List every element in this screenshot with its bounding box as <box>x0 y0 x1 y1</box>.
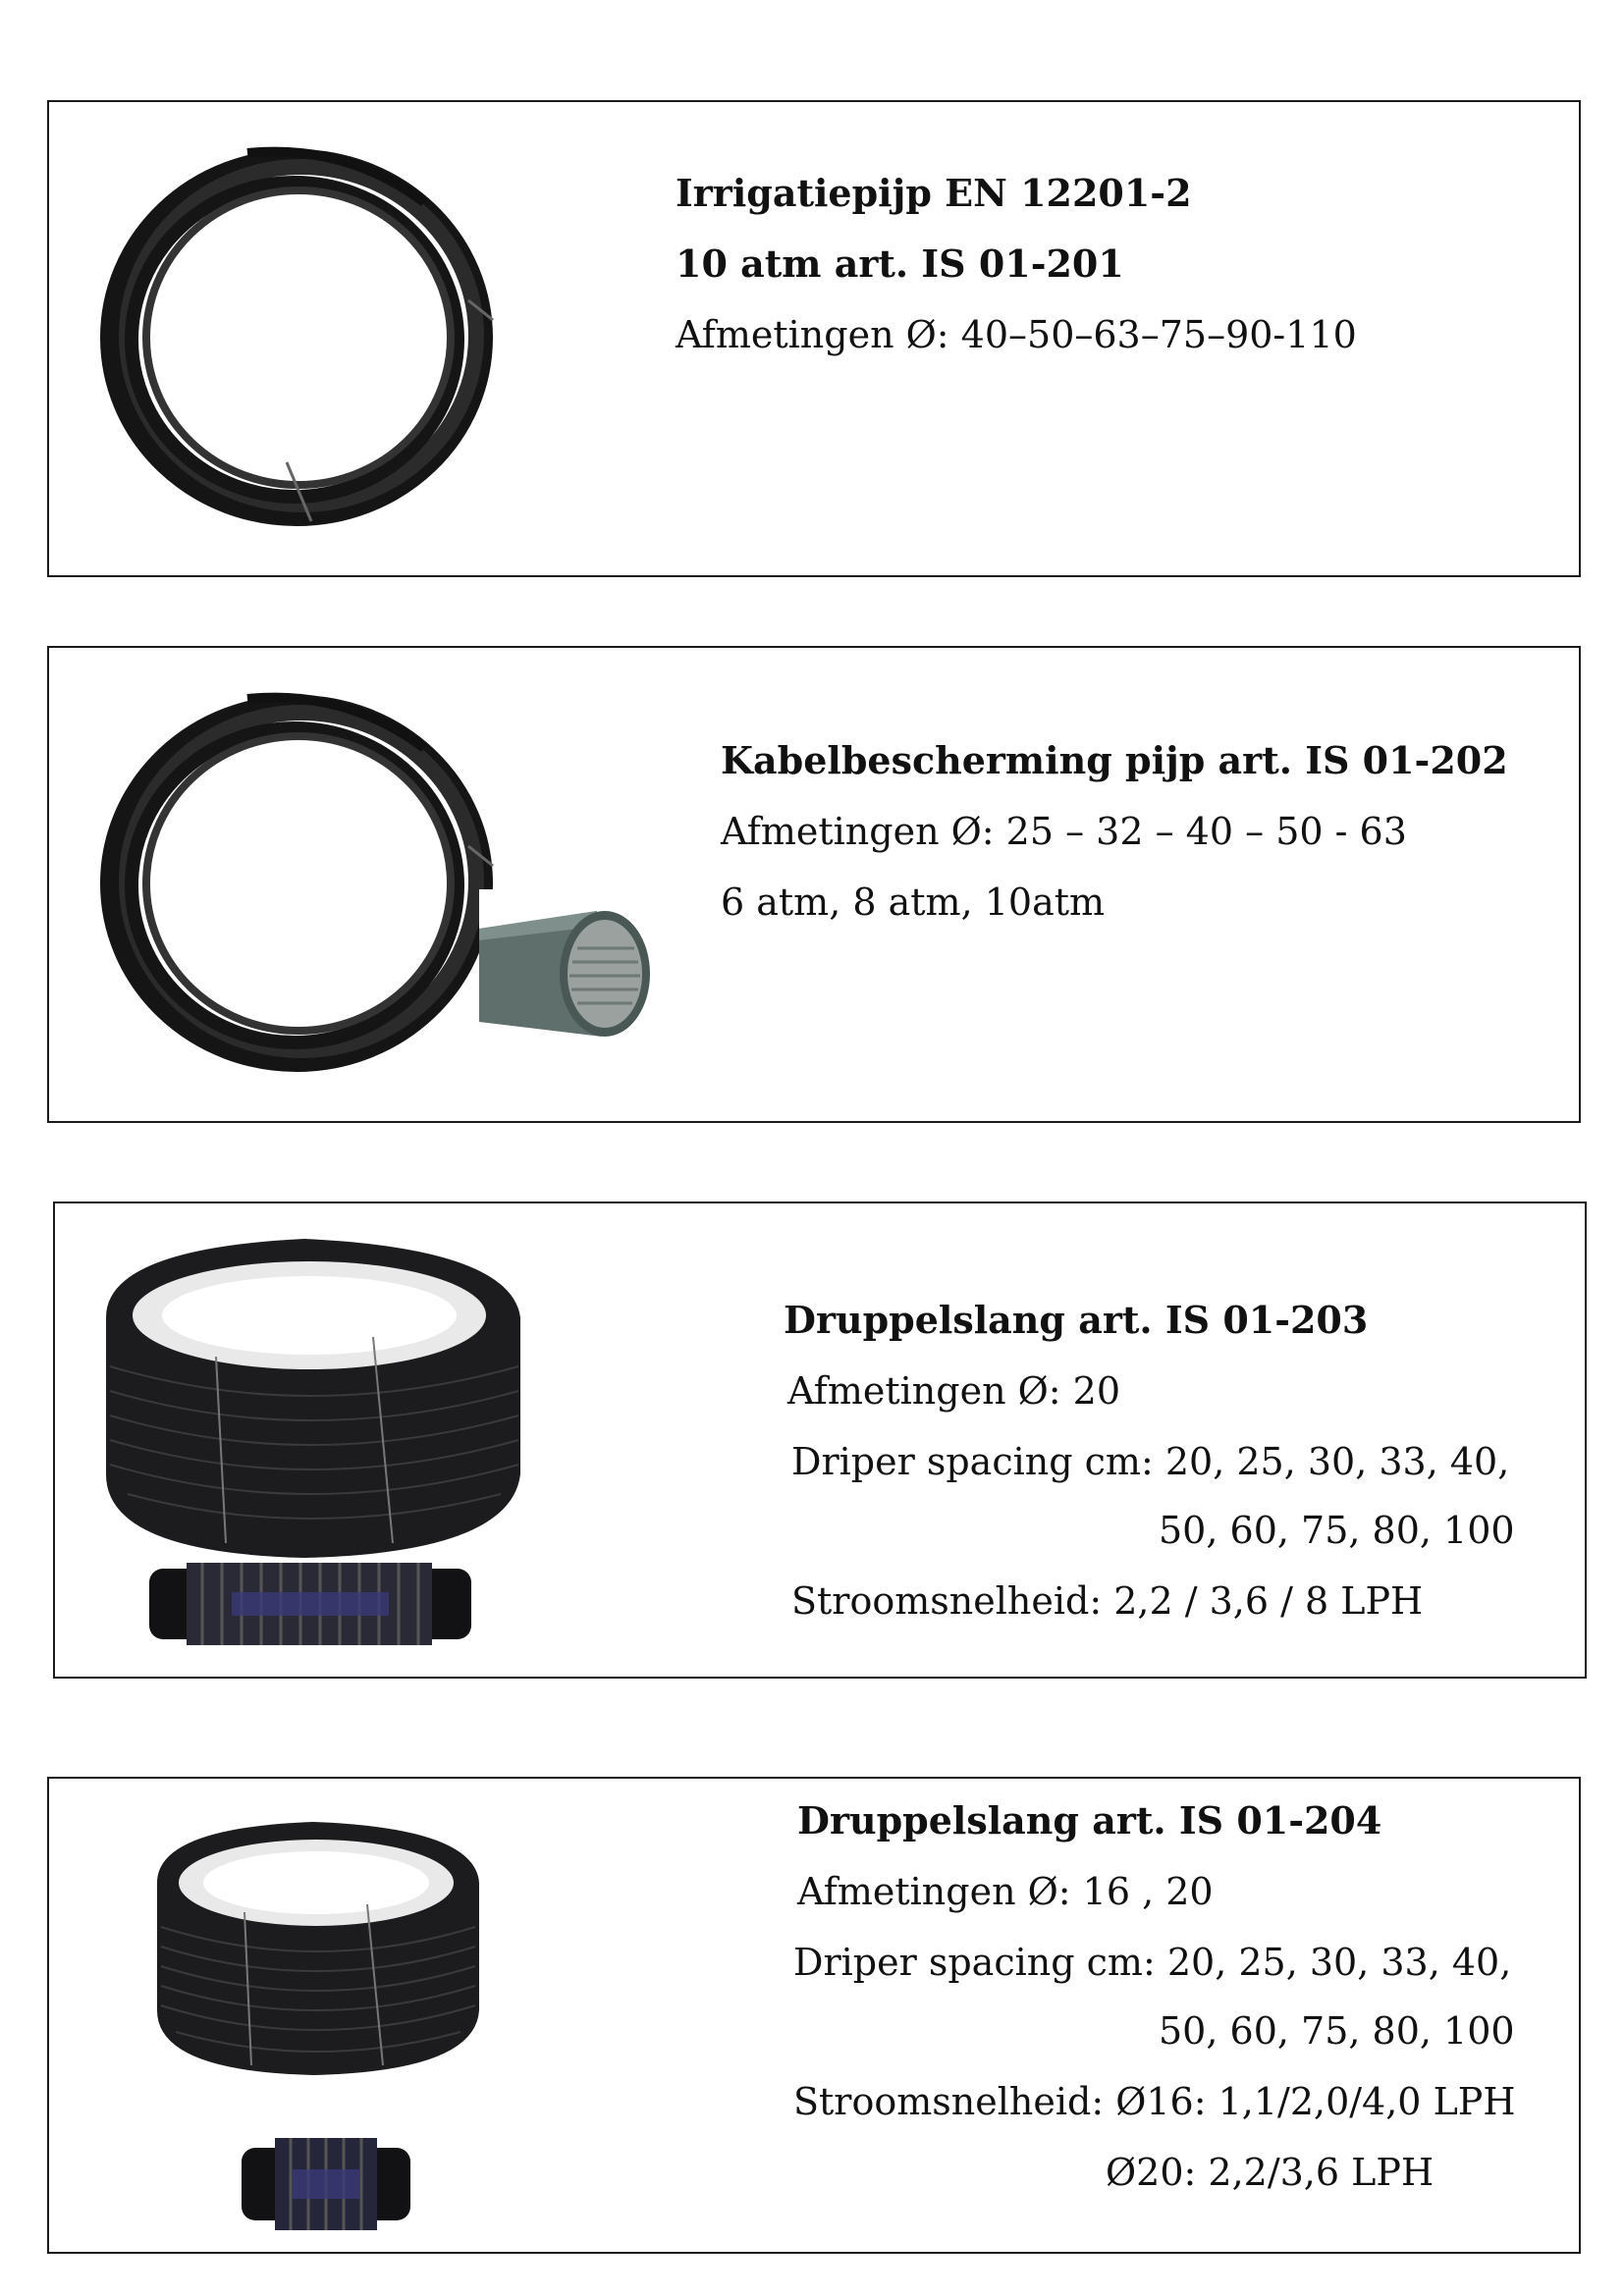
product-card-is-01-202 <box>47 646 1581 1123</box>
product-flow-rate-cont: Ø20: 2,2/3,6 LPH <box>1106 2151 1435 2194</box>
dripper-insert-icon <box>143 1555 477 1653</box>
pipe-section-icon <box>479 889 658 1054</box>
product-title: Kabelbescherming pijp art. IS 01-202 <box>721 738 1508 782</box>
product-dimensions: Afmetingen Ø: 25 – 32 – 40 – 50 - 63 <box>721 810 1407 853</box>
product-title: Druppelslang art. IS 01-203 <box>784 1298 1369 1342</box>
product-flow-rate: Stroomsnelheid: 2,2 / 3,6 / 8 LPH <box>791 1579 1424 1623</box>
coiled-pipe-icon <box>100 689 532 1072</box>
product-dripper-spacing: Driper spacing cm: 20, 25, 30, 33, 40, <box>791 1440 1510 1483</box>
product-title: Irrigatiepijp EN 12201-2 <box>676 171 1192 215</box>
product-dimensions: Afmetingen Ø: 40–50–63–75–90-110 <box>676 313 1357 356</box>
product-dripper-spacing-cont: 50, 60, 75, 80, 100 <box>1159 2009 1515 2053</box>
drip-hose-coil-icon <box>98 1229 530 1563</box>
product-pressure: 6 atm, 8 atm, 10atm <box>721 881 1106 924</box>
product-title: Druppelslang art. IS 01-204 <box>797 1798 1382 1842</box>
product-card-is-01-201 <box>47 100 1581 577</box>
drip-hose-coil-icon <box>151 1814 485 2079</box>
product-dimensions: Afmetingen Ø: 16 , 20 <box>797 1870 1214 1913</box>
product-subtitle: 10 atm art. IS 01-201 <box>676 241 1124 286</box>
coiled-pipe-icon <box>100 143 532 526</box>
product-card-is-01-203 <box>53 1201 1587 1679</box>
product-flow-rate: Stroomsnelheid: Ø16: 1,1/2,0/4,0 LPH <box>793 2080 1516 2123</box>
product-dripper-spacing: Driper spacing cm: 20, 25, 30, 33, 40, <box>793 1941 1512 1984</box>
product-dripper-spacing-cont: 50, 60, 75, 80, 100 <box>1159 1509 1515 1552</box>
dripper-insert-icon <box>238 2132 414 2236</box>
product-card-is-01-204 <box>47 1777 1581 2254</box>
product-dimensions: Afmetingen Ø: 20 <box>787 1369 1121 1413</box>
